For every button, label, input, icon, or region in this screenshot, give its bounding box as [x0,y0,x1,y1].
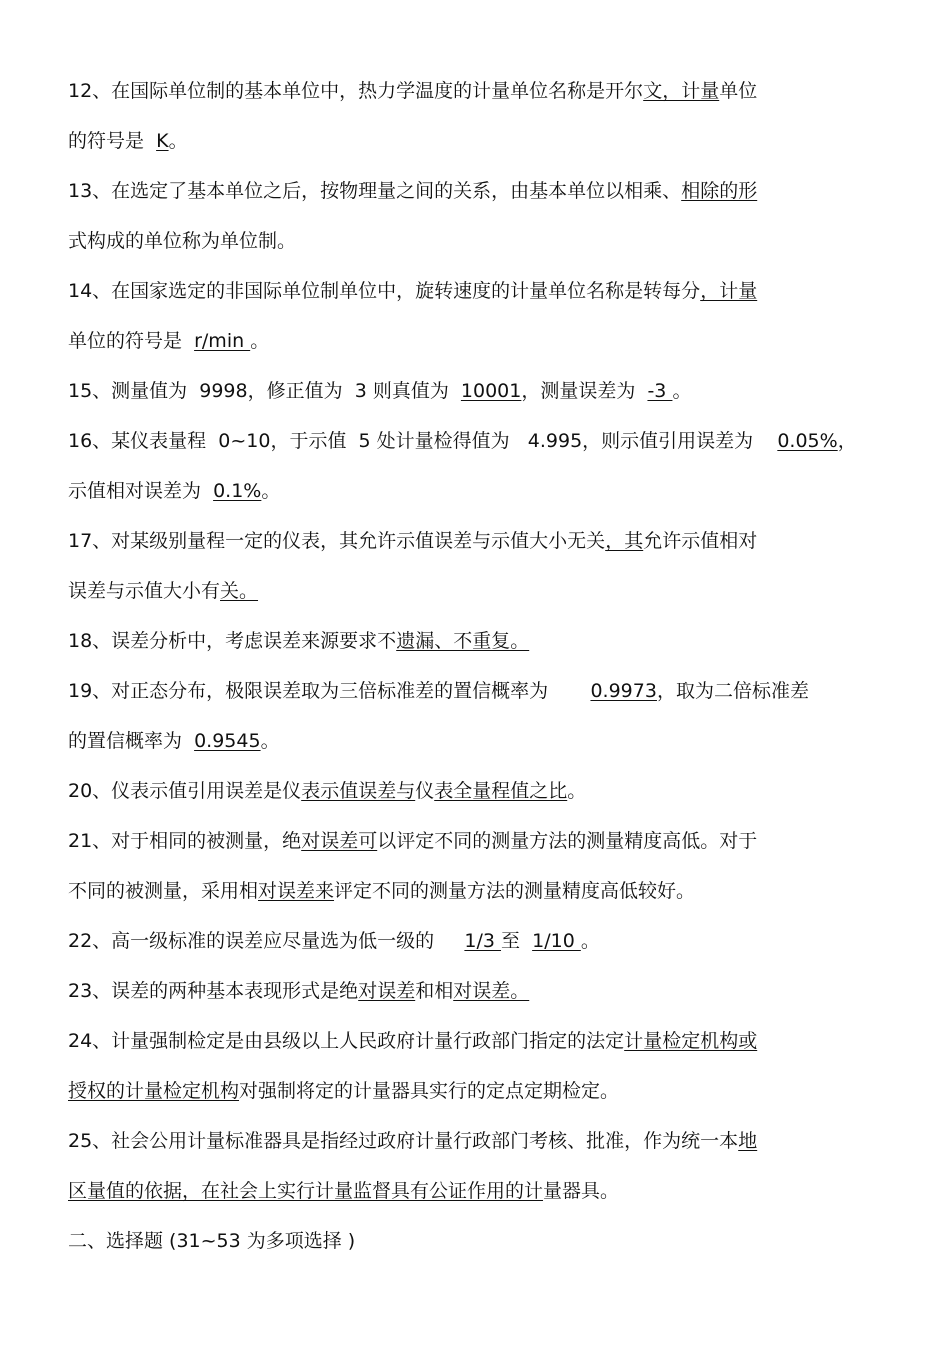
text: 21、对于相同的被测量，绝 [68,830,302,852]
answer-blank: 1/10 [532,930,581,952]
text: 20、仪表示值引用误差是仪 [68,780,302,802]
answer-blank: 表全量程值之比 [434,780,568,802]
text: 单位的符号是 [68,330,195,352]
text: 24、计量强制检定是由县级以上人民政府计量行政部门指定的法定 [68,1030,625,1052]
question-19-line-2 [68,726,280,756]
question-16-line-2 [68,476,280,506]
answer-blank: 地 [738,1130,758,1152]
text: 。 [168,130,188,152]
answer-blank: 0.9973 [590,680,657,702]
question-12-line-2 [68,126,188,156]
question-12-line-1 [68,76,757,106]
answer-blank: ，计量 [700,280,758,302]
text: 。 [580,930,600,952]
text: 评定不同的测量方法的测量精度高低较好。 [334,880,696,902]
text: 的置信概率为 [68,730,195,752]
text: 至 [501,930,533,952]
text: ， [837,430,857,452]
answer-blank: 10001 [460,380,522,402]
answer-blank: 1/3 [464,930,502,952]
question-19-line-1 [68,676,809,706]
text: 。 [567,780,587,802]
section-title: 二、选择题 (31~53 为多项选择 ) [68,1230,356,1252]
answer-blank: K [156,130,169,152]
answer-blank: 0.9545 [194,730,261,752]
text: 单位 [719,80,758,102]
text: 。 [672,380,692,402]
text: 误差与示值大小有 [68,580,221,602]
question-21-line-2 [68,876,695,906]
text: 18、误差分析中，考虑误差来源要求不 [68,630,397,652]
question-14-line-2 [68,326,269,356]
text: 的符号是 [68,130,157,152]
question-24-line-2 [68,1076,619,1106]
answer-blank: 区量值的依据，在社会上实行计量监督具有公证作用的计 [68,1180,544,1202]
text: 示值相对误差为 [68,480,214,502]
text: 。 [260,730,280,752]
text: 15、测量值为 9998，修正值为 3 则真值为 [68,380,461,402]
answer-blank: 对误差来 [258,880,335,902]
text: 23、误差的两种基本表现形式是绝 [68,980,359,1002]
text: 和相 [415,980,454,1002]
question-13-line-2 [68,226,296,256]
text: 13、在选定了基本单位之后，按物理量之间的关系，由基本单位以相乘、 [68,180,682,202]
text: ，取为二倍标准差 [656,680,809,702]
question-17-line-2 [68,576,258,606]
text: 允许示值相对 [643,530,758,552]
text: 。 [261,480,281,502]
text: 仪 [415,780,435,802]
answer-blank: 0.1% [213,480,262,502]
text: 式构成的单位称为单位制。 [68,230,297,252]
section-heading-choice-questions [68,1226,355,1256]
question-13-line-1 [68,176,775,206]
question-25-line-1 [68,1126,797,1156]
text: 不同的被测量，采用相 [68,880,259,902]
answer-blank: 授权的计量检定机构 [68,1080,240,1102]
question-25-line-2 [68,1176,619,1206]
answer-blank: 0.05% [777,430,838,452]
answer-blank: 对误差可 [301,830,378,852]
question-14-line-1 [68,276,757,306]
answer-blank: 表示值误差与 [301,780,416,802]
question-21-line-1 [68,826,757,856]
text: 19、对正态分布，极限误差取为三倍标准差的置信概率为 [68,680,591,702]
text: 对强制将定的计量器具实行的定点定期检定。 [239,1080,620,1102]
text: ，测量误差为 [521,380,648,402]
text: 22、高一级标准的误差应尽量选为低一级的 [68,930,465,952]
question-23 [68,976,547,1006]
answer-blank: 相除的形 [681,180,758,202]
text: 以评定不同的测量方法的测量精度高低。对于 [377,830,758,852]
text: 16、某仪表量程 0~10，于示值 5 处计量检得值为 4.995，则示值引用误差为 [68,430,778,452]
answer-blank: -3 [647,380,673,402]
question-15 [68,376,691,406]
answer-blank: 遗漏、不重复。 [396,630,530,652]
question-24-line-1 [68,1026,797,1056]
answer-blank: 文，计量 [643,80,720,102]
question-17-line-1 [68,526,757,556]
question-20 [68,776,586,806]
text: 12、在国际单位制的基本单位中，热力学温度的计量单位名称是开尔 [68,80,644,102]
answer-blank: 对误差。 [453,980,530,1002]
answer-blank: r/min [194,330,251,352]
text: 25、社会公用计量标准器具是指经过政府计量行政部门考核、批准，作为统一本 [68,1130,739,1152]
question-18 [68,626,547,656]
question-22 [68,926,600,956]
answer-blank: 关。 [220,580,259,602]
text: 14、在国家选定的非国际单位制单位中，旋转速度的计量单位名称是转每分 [68,280,701,302]
text: 17、对某级别量程一定的仪表，其允许示值误差与示值大小无关 [68,530,606,552]
text: 。 [250,330,270,352]
answer-blank: 对误差 [358,980,416,1002]
answer-blank: ，其 [605,530,644,552]
answer-blank: 计量检定机构或 [624,1030,758,1052]
question-16-line-1 [68,426,857,456]
text: 量器具。 [543,1180,620,1202]
